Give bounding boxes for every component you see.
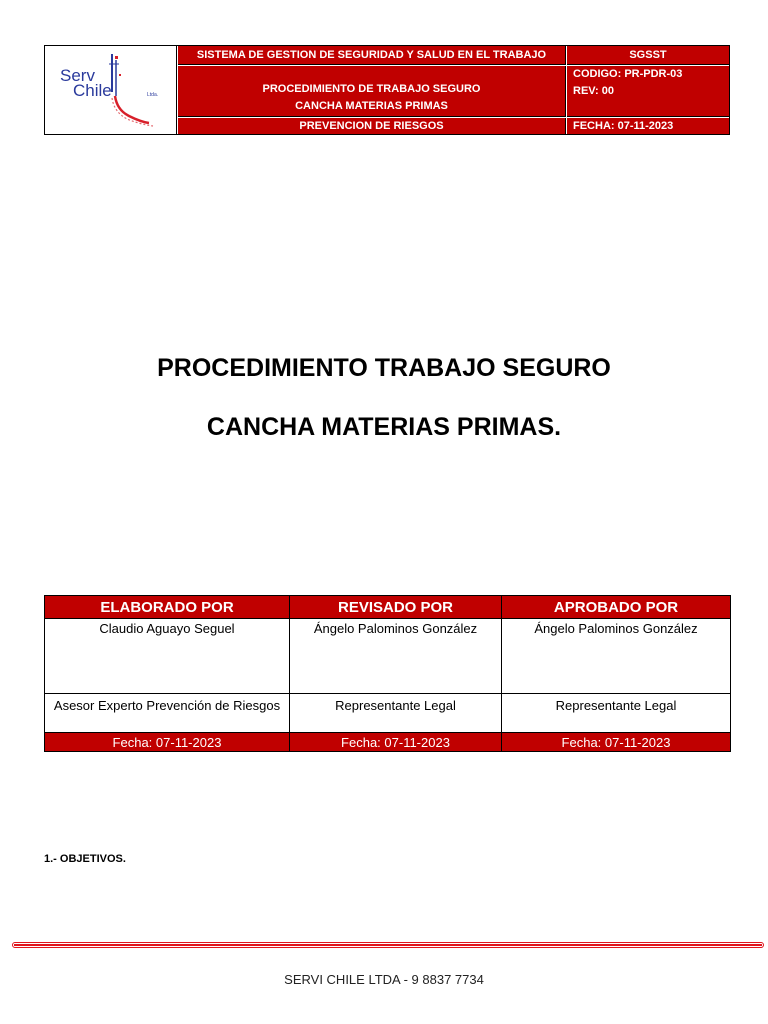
section-heading-objetivos: 1.- OBJETIVOS.	[44, 853, 126, 865]
date-revisado: Fecha: 07-11-2023	[290, 733, 502, 752]
procedure-title-line2: CANCHA MATERIAS PRIMAS	[295, 100, 448, 112]
company-logo	[57, 52, 169, 128]
signature-names-row	[45, 619, 731, 694]
header-elaborado: ELABORADO POR	[45, 596, 290, 619]
procedure-title	[178, 66, 566, 117]
role-revisado: Representante Legal	[290, 694, 502, 733]
logo-text-chile: Chile	[73, 81, 112, 100]
document-code: CODIGO: PR-PDR-03	[573, 68, 683, 80]
header-aprobado: APROBADO POR	[502, 596, 731, 619]
main-title-line1: PROCEDIMIENTO TRABAJO SEGURO	[157, 354, 611, 382]
header-revisado: REVISADO POR	[290, 596, 502, 619]
name-aprobado: Ángelo Palominos González	[502, 619, 731, 694]
name-elaborado: Claudio Aguayo Seguel	[45, 619, 290, 694]
logo-text-serv: Serv	[60, 66, 95, 85]
role-aprobado: Representante Legal	[502, 694, 731, 733]
signature-header-row	[45, 596, 731, 619]
department-label: PREVENCION DE RIESGOS	[178, 118, 566, 134]
signature-dates-row	[45, 733, 731, 752]
logo-cell	[45, 46, 177, 134]
code-revision-cell	[567, 66, 729, 117]
system-title: SISTEMA DE GESTION DE SEGURIDAD Y SALUD EN EL TRABAJO	[178, 46, 566, 65]
document-header	[44, 45, 730, 135]
system-code: SGSST	[567, 46, 729, 65]
date-elaborado: Fecha: 07-11-2023	[45, 733, 290, 752]
footer-divider	[12, 942, 764, 948]
signature-roles-row	[45, 694, 731, 733]
name-revisado: Ángelo Palominos González	[290, 619, 502, 694]
date-aprobado: Fecha: 07-11-2023	[502, 733, 731, 752]
logo-text-ltda: Ltda.	[147, 92, 159, 98]
signature-table	[44, 595, 731, 752]
footer-text: SERVI CHILE LTDA - 9 8837 7734	[284, 972, 484, 987]
document-date: FECHA: 07-11-2023	[567, 118, 729, 134]
role-elaborado: Asesor Experto Prevención de Riesgos	[45, 694, 290, 733]
main-title-line2: CANCHA MATERIAS PRIMAS.	[206, 413, 562, 441]
document-revision: REV: 00	[573, 85, 614, 97]
procedure-title-line1: PROCEDIMIENTO DE TRABAJO SEGURO	[262, 83, 481, 95]
